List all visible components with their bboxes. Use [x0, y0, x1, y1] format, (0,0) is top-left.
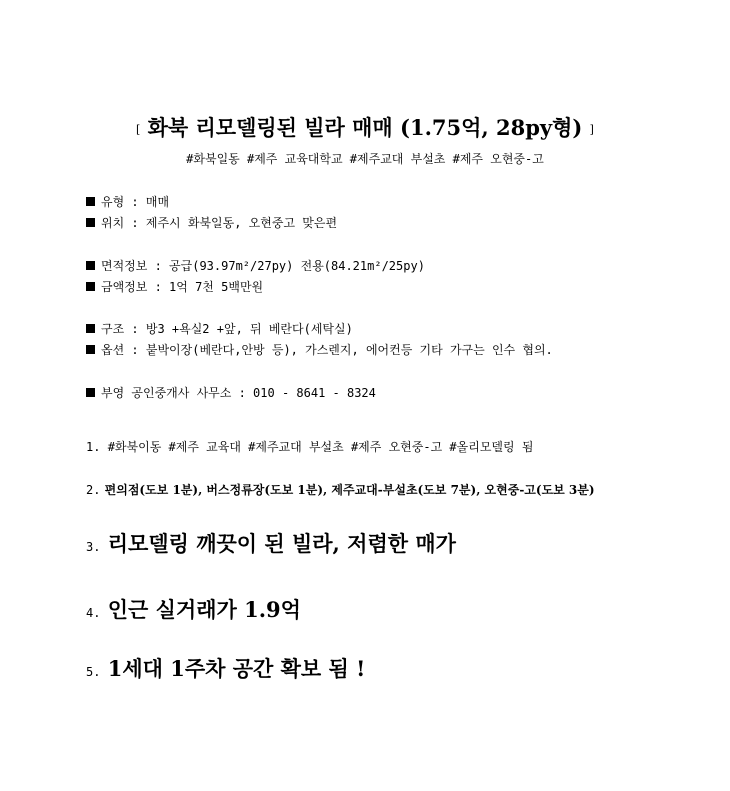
info-text: 옵션 : 붙박이장(베란다,안방 등), 가스렌지, 에어컨등 기타 가구는 인수 협의. — [101, 343, 553, 357]
point-item-1 — [86, 438, 533, 455]
point-text: 인근 실거래가 1.9억 — [107, 597, 301, 622]
info-text: 위치 : 제주시 화북일동, 오현중고 맞은편 — [101, 216, 338, 230]
black-square-bullet-icon — [86, 282, 95, 291]
black-square-bullet-icon — [86, 218, 95, 227]
point-index: 4. — [86, 606, 101, 620]
black-square-bullet-icon — [86, 345, 95, 354]
title-text: 화북 리모델링된 빌라 매매 (1.75억, 28py형) — [147, 115, 583, 140]
info-item-price — [86, 278, 263, 295]
point-text: 리모델링 깨끗이 된 빌라, 저렴한 매가 — [107, 531, 456, 556]
point-text: 1세대 1주차 공간 확보 됨 ! — [107, 656, 366, 681]
black-square-bullet-icon — [86, 261, 95, 270]
info-text: 부영 공인중개사 사무소 : 010 - 8641 - 8324 — [101, 386, 376, 400]
info-item-type — [86, 193, 169, 210]
title-bracket-close: ] — [589, 123, 594, 136]
point-index: 5. — [86, 665, 101, 679]
info-item-contact — [86, 384, 376, 401]
point-item-2 — [86, 481, 595, 498]
hashtag-line: #화북일동 #제주 교육대학교 #제주교대 부설초 #제주 오현중-고 — [186, 152, 544, 166]
point-item-4 — [86, 594, 301, 624]
point-item-3 — [86, 528, 456, 558]
info-item-area — [86, 257, 425, 274]
point-text: #화북이동 #제주 교육대 #제주교대 부설초 #제주 오현중-고 #올리모델링 됨 — [107, 440, 534, 454]
black-square-bullet-icon — [86, 197, 95, 206]
point-index: 2. — [86, 483, 101, 497]
info-text: 구조 : 방3 +욕실2 +앞, 뒤 베란다(세탁실) — [101, 322, 353, 336]
info-text: 유형 : 매매 — [101, 195, 170, 209]
info-text: 금액정보 : 1억 7천 5백만원 — [101, 280, 264, 294]
info-item-location — [86, 214, 337, 231]
black-square-bullet-icon — [86, 388, 95, 397]
point-item-5 — [86, 653, 365, 683]
black-square-bullet-icon — [86, 324, 95, 333]
info-item-structure — [86, 320, 353, 337]
info-text: 면적정보 : 공급(93.97m²/27py) 전용(84.21m²/25py) — [101, 259, 425, 273]
info-item-options — [86, 341, 553, 358]
title-bracket-open: [ — [136, 123, 141, 136]
point-text: 편의점(도보 1분), 버스정류장(도보 1분), 제주교대-부설초(도보 7분), 오현중-고(도보 3분) — [104, 483, 595, 497]
listing-title — [0, 112, 730, 142]
point-index: 1. — [86, 440, 101, 454]
point-index: 3. — [86, 540, 101, 554]
